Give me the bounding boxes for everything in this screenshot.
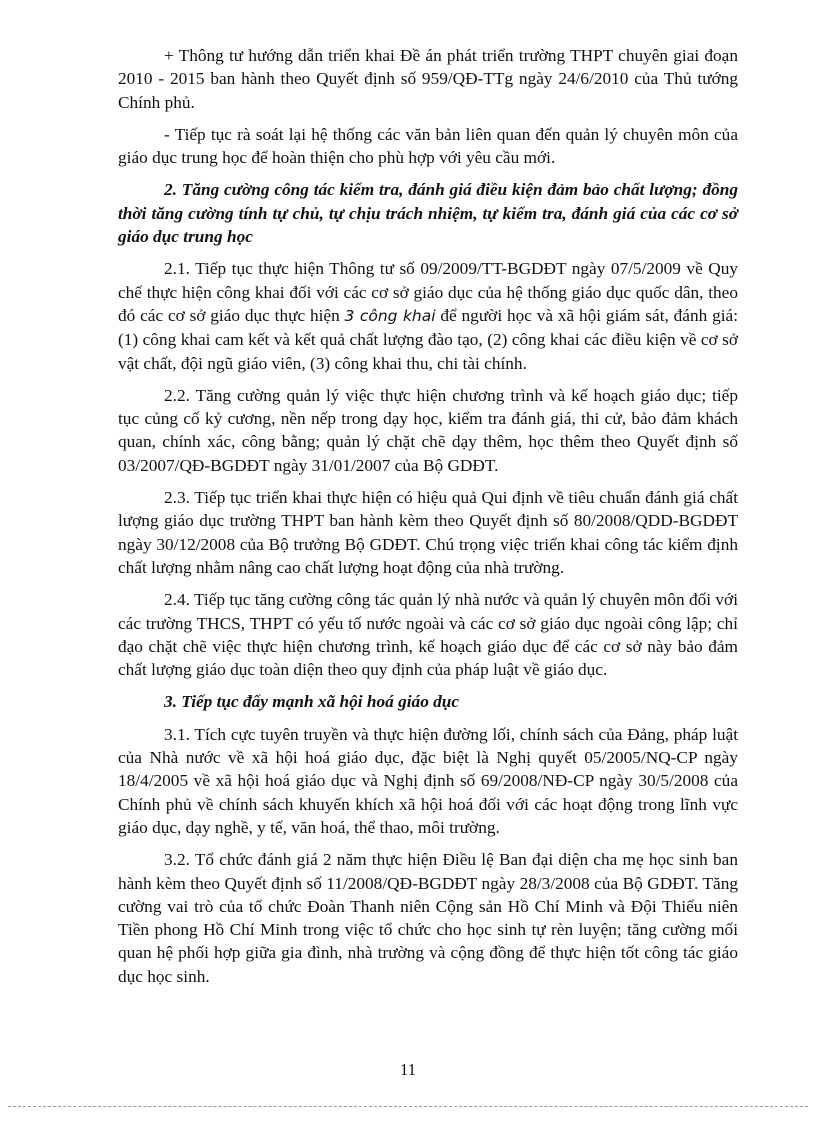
paragraph-2-1-emphasis: 3 công khai [344,306,436,325]
paragraph-circular-guidance: + Thông tư hướng dẫn triển khai Đề án phát triển trường THPT chuyên giai đoạn 2010 - 2015 ban hành theo Quyết định số 959/QĐ-TTg ngày 24/6/2010 của Thủ tướng Chính phủ. [118,46,738,112]
paragraph-3-2: 3.2. Tổ chức đánh giá 2 năm thực hiện Điều lệ Ban đại diện cha mẹ học sinh ban hành kèm theo Quyết định số 11/2008/QĐ-BGDĐT ngày 28/3/2008 của Bộ GDĐT. Tăng cường vai trò của tổ chức Đoàn Thanh niên Cộng sản Hồ Chí Minh và Đội Thiếu niên Tiền phong Hồ Chí Minh trong việc tổ chức cho học sinh tự rèn luyện; tăng cường mối quan hệ phối hợp giữa gia đình, nhà trường và cộng đồng để thực hiện tốt công tác giáo dục học sinh. [118,850,738,986]
document-body [118,44,738,997]
page-number: 11 [399,1060,417,1079]
paragraph-2-3: 2.3. Tiếp tục triển khai thực hiện có hiệu quả Qui định về tiêu chuẩn đánh giá chất lượng giáo dục trường THPT ban hành kèm theo Quyết định số 80/2008/QDD-BGDĐT ngày 30/12/2008 của Bộ trưởng Bộ GDĐT. Chú trọng việc triển khai công tác kiểm định chất lượng nhằm nâng cao chất lượng hoạt động của nhà trường. [118,488,738,577]
paragraph-2-1-text-after: để người học và xã hội giám sát, đánh giá: (1) công khai cam kết và kết quả chất lượng đào tạo, (2) công khai các điều kiện về cơ sở vật chất, đội ngũ giáo viên, (3) công khai thu, chi tài chính. [118,305,738,373]
paragraph-review-documents: - Tiếp tục rà soát lại hệ thống các văn bản liên quan đến quản lý chuyên môn của giáo dục trung học để hoàn thiện cho phù hợp với yêu cầu mới. [118,124,738,168]
page-bottom-divider [8,1106,808,1107]
paragraph-2-4: 2.4. Tiếp tục tăng cường công tác quản lý nhà nước và quản lý chuyên môn đối với các trường THCS, THPT có yếu tố nước ngoài và các cơ sở giáo dục ngoài công lập; chỉ đạo chặt chẽ việc thực hiện chương trình, kế hoạch giáo dục để các cơ sở này bảo đảm chất lượng giáo dục toàn diện theo quy định của pháp luật về giáo dục. [118,590,738,680]
paragraph-2-1 [118,257,738,374]
section-heading-2: 2. Tăng cường công tác kiểm tra, đánh giá điều kiện đảm bảo chất lượng; đồng thời tăng cường tính tự chủ, tự chịu trách nhiệm, tự kiểm tra, đánh giá của các cơ sở giáo dục trung học [118,180,738,247]
paragraph-2-2: 2.2. Tăng cường quản lý việc thực hiện chương trình và kế hoạch giáo dục; tiếp tục củng cố kỷ cương, nền nếp trong dạy học, kiểm tra đánh giá, thi cử, bảo đảm khách quan, chính xác, công bằng; quản lý chặt chẽ dạy thêm, học thêm theo Quyết định số 03/2007/QĐ-BGDĐT ngày 31/01/2007 của Bộ GDĐT. [118,385,738,475]
paragraph-3-1: 3.1. Tích cực tuyên truyền và thực hiện đường lối, chính sách của Đảng, pháp luật của Nhà nước về xã hội hoá giáo dục, đặc biệt là Nghị quyết 05/2005/NQ-CP ngày 18/4/2005 về xã hội hoá giáo dục và Nghị định số 69/2008/NĐ-CP ngày 30/5/2008 của Chính phủ về chính sách khuyến khích xã hội hoá đối với các hoạt động trong lĩnh vực giáo dục, dạy nghề, y tế, văn hoá, thể thao, môi trường. [118,724,738,837]
section-heading-3: 3. Tiếp tục đẩy mạnh xã hội hoá giáo dục [164,692,460,712]
paragraph-2-1-text-before: 2.1. Tiếp tục thực hiện Thông tư số 09/2009/TT-BGDĐT ngày 07/5/2009 về Quy chế thực hiện công khai đối với các cơ sở giáo dục của hệ thống giáo dục quốc dân, theo đó các cơ sở giáo dục thực hiện [118,259,738,325]
